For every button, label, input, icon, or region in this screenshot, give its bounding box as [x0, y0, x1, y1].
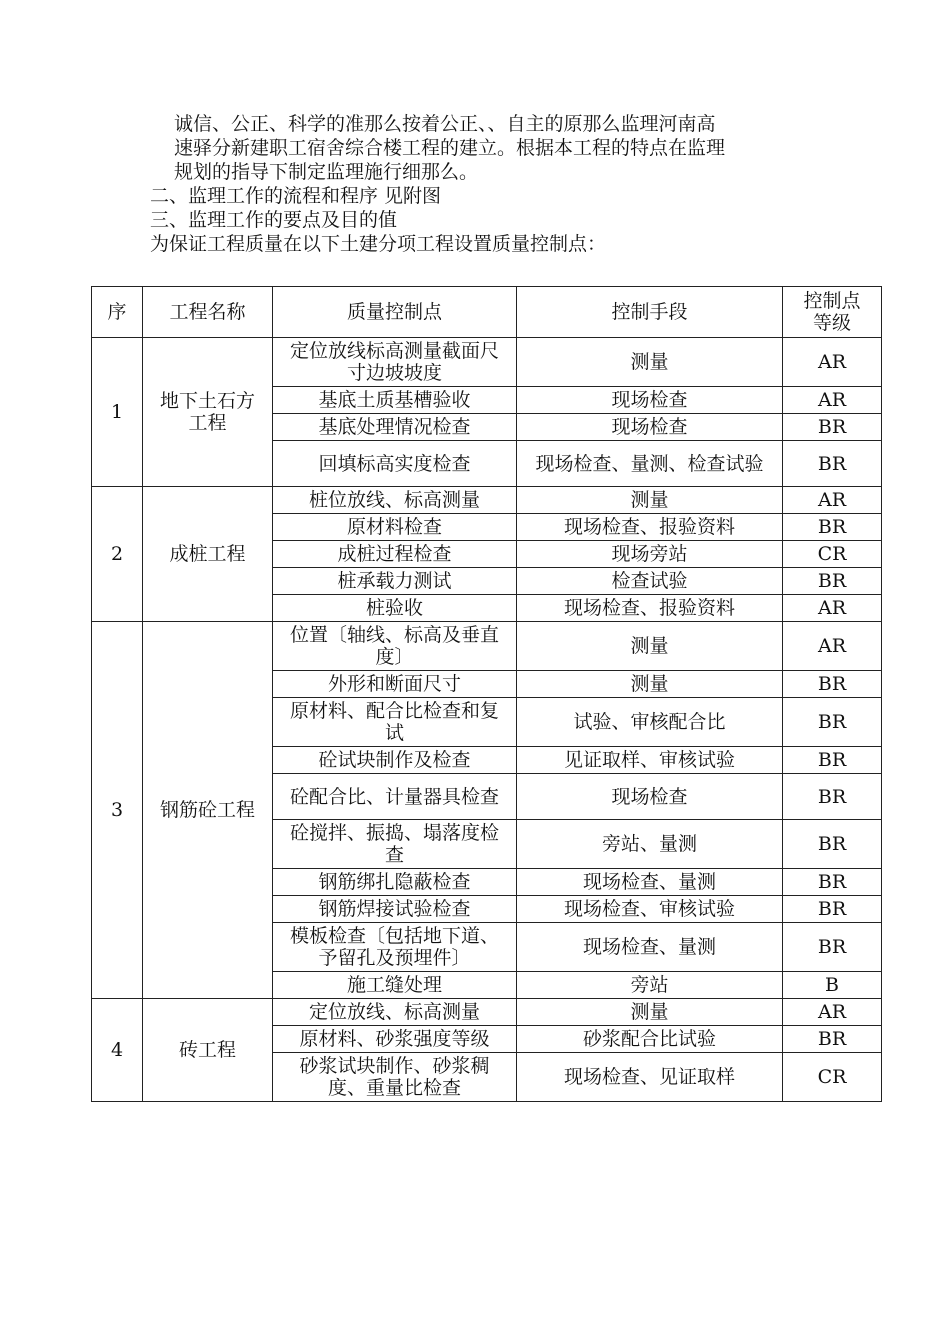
cell-control-means: 砂浆配合比试验 — [517, 1026, 783, 1053]
cell-group-no: 4 — [92, 999, 143, 1102]
cell-control-means: 现场检查 — [517, 774, 783, 820]
cell-control-point: 钢筋焊接试验检查 — [273, 896, 517, 923]
cell-control-means: 试验、审核配合比 — [517, 698, 783, 747]
cell-control-means: 现场旁站 — [517, 541, 783, 568]
cell-control-means: 测量 — [517, 671, 783, 698]
cell-control-level: BR — [783, 747, 882, 774]
cell-group-no: 1 — [92, 338, 143, 487]
table-row — [92, 999, 882, 1026]
cell-control-level: BR — [783, 514, 882, 541]
table-header-row — [92, 287, 882, 338]
header-level-label: 控制点等级 — [803, 290, 861, 334]
cell-control-point: 基底土质基槽验收 — [273, 387, 517, 414]
cell-control-level: BR — [783, 774, 882, 820]
cell-control-means: 现场检查 — [517, 387, 783, 414]
cell-control-means: 现场检查、审核试验 — [517, 896, 783, 923]
table-intro-text: 为保证工程质量在以下土建分项工程设置质量控制点： — [150, 233, 607, 255]
cell-control-point: 砂浆试块制作、砂浆稠度、重量比检查 — [273, 1053, 517, 1102]
cell-control-means: 现场检查、报验资料 — [517, 514, 783, 541]
cell-control-level: AR — [783, 595, 882, 622]
cell-control-level: BR — [783, 671, 882, 698]
cell-group-name: 地下土石方工程 — [143, 338, 273, 487]
cell-control-means: 旁站 — [517, 972, 783, 999]
cell-control-point: 位置〔轴线、标高及垂直度〕 — [273, 622, 517, 671]
cell-control-level: AR — [783, 622, 882, 671]
table-row — [92, 622, 882, 671]
cell-group-name: 钢筋砼工程 — [143, 622, 273, 999]
cell-group-no: 2 — [92, 487, 143, 622]
paragraph-line: 规划的指导下制定监理施行细那么。 — [174, 161, 479, 183]
cell-control-means: 现场检查、量测、检查试验 — [517, 441, 783, 487]
cell-control-level: BR — [783, 1026, 882, 1053]
cell-control-means: 现场检查、见证取样 — [517, 1053, 783, 1102]
cell-control-means: 检查试验 — [517, 568, 783, 595]
cell-control-point: 桩位放线、标高测量 — [273, 487, 517, 514]
cell-control-means: 旁站、量测 — [517, 820, 783, 869]
cell-control-point: 桩验收 — [273, 595, 517, 622]
table-row — [92, 487, 882, 514]
cell-control-level: AR — [783, 338, 882, 387]
cell-control-point: 外形和断面尺寸 — [273, 671, 517, 698]
header-name: 工程名称 — [143, 287, 273, 338]
cell-control-point: 原材料、配合比检查和复试 — [273, 698, 517, 747]
cell-control-level: CR — [783, 1053, 882, 1102]
cell-control-level: AR — [783, 999, 882, 1026]
section-heading-3: 三、监理工作的要点及目的值 — [150, 209, 398, 231]
cell-group-name: 砖工程 — [143, 999, 273, 1102]
intro-paragraph — [150, 112, 850, 184]
cell-control-level: BR — [783, 896, 882, 923]
cell-control-level: AR — [783, 487, 882, 514]
cell-control-means: 现场检查、报验资料 — [517, 595, 783, 622]
cell-control-level: B — [783, 972, 882, 999]
cell-control-level: BR — [783, 441, 882, 487]
cell-control-point: 定位放线、标高测量 — [273, 999, 517, 1026]
cell-control-point: 成桩过程检查 — [273, 541, 517, 568]
cell-control-means: 测量 — [517, 999, 783, 1026]
cell-control-level: BR — [783, 869, 882, 896]
cell-control-point: 砼搅拌、振捣、塌落度检查 — [273, 820, 517, 869]
cell-control-point: 定位放线标高测量截面尺寸边坡坡度 — [273, 338, 517, 387]
cell-control-level: BR — [783, 698, 882, 747]
cell-group-no: 3 — [92, 622, 143, 999]
table-body — [92, 338, 882, 1102]
cell-control-point: 模板检查〔包括地下道、予留孔及预埋件〕 — [273, 923, 517, 972]
cell-control-level: CR — [783, 541, 882, 568]
cell-group-name: 成桩工程 — [143, 487, 273, 622]
header-level — [783, 287, 882, 338]
cell-control-level: BR — [783, 923, 882, 972]
paragraph-line: 速驿分新建职工宿舍综合楼工程的建立。根据本工程的特点在监理 — [174, 137, 726, 159]
cell-control-level: AR — [783, 387, 882, 414]
cell-control-point: 钢筋绑扎隐蔽检查 — [273, 869, 517, 896]
cell-control-point: 基底处理情况检查 — [273, 414, 517, 441]
cell-control-means: 测量 — [517, 622, 783, 671]
cell-control-means: 现场检查 — [517, 414, 783, 441]
cell-control-point: 原材料、砂浆强度等级 — [273, 1026, 517, 1053]
cell-control-level: BR — [783, 414, 882, 441]
header-point: 质量控制点 — [273, 287, 517, 338]
cell-control-means: 测量 — [517, 338, 783, 387]
cell-control-means: 测量 — [517, 487, 783, 514]
cell-control-point: 原材料检查 — [273, 514, 517, 541]
cell-control-means: 现场检查、量测 — [517, 923, 783, 972]
quality-control-table — [91, 286, 882, 1102]
header-no: 序 — [92, 287, 143, 338]
body-text — [150, 112, 850, 256]
section-heading-2: 二、监理工作的流程和程序 见附图 — [150, 185, 442, 207]
table-row — [92, 338, 882, 387]
cell-control-point: 施工缝处理 — [273, 972, 517, 999]
paragraph-line: 诚信、公正、科学的准那么按着公正、、自主的原那么监理河南高 — [174, 113, 716, 135]
cell-control-point: 桩承载力测试 — [273, 568, 517, 595]
cell-control-level: BR — [783, 568, 882, 595]
cell-control-level: BR — [783, 820, 882, 869]
cell-control-means: 见证取样、审核试验 — [517, 747, 783, 774]
cell-control-point: 砼配合比、计量器具检查 — [273, 774, 517, 820]
header-means: 控制手段 — [517, 287, 783, 338]
cell-control-point: 砼试块制作及检查 — [273, 747, 517, 774]
cell-control-point: 回填标高实度检查 — [273, 441, 517, 487]
cell-control-means: 现场检查、量测 — [517, 869, 783, 896]
